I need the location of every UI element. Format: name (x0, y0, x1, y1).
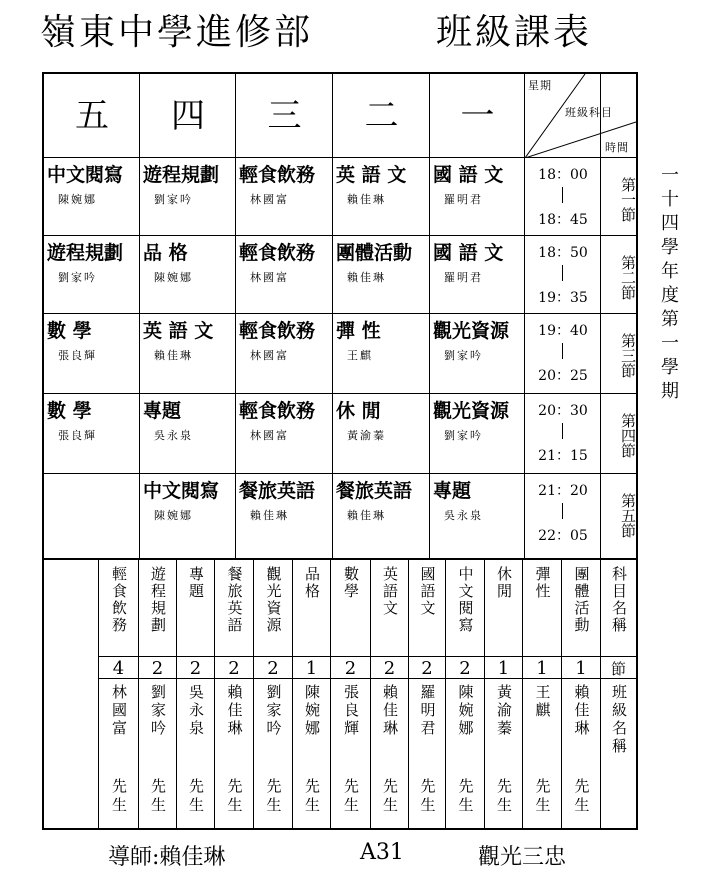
summary-suffix (99, 778, 138, 816)
summary-subject (139, 566, 176, 634)
class-cell (430, 314, 525, 394)
day-header (236, 74, 333, 158)
summary-subject (99, 566, 138, 634)
subject-name: 休 閒 (336, 400, 381, 422)
summary-subject (177, 566, 214, 600)
summary-subject-text: 觀光資源 (264, 566, 283, 634)
end-time: 20：25 (538, 368, 588, 384)
summary-subject (371, 566, 408, 617)
teacher-name: 吳永泉 (444, 509, 483, 522)
subject-name: 數 學 (47, 320, 92, 342)
summary-suffix (371, 778, 408, 816)
summary-count: 2 (421, 658, 433, 679)
teacher-name: 陳婉娜 (58, 193, 97, 206)
summary-count: 1 (575, 658, 587, 679)
summary-subject-text: 團體活動 (572, 566, 591, 634)
start-time: 20：30 (538, 403, 588, 419)
summary-teacher-text: 黃渝蓁 (495, 684, 513, 738)
start-time: 18：50 (538, 245, 588, 261)
teacher-name: 陳婉娜 (154, 509, 193, 522)
schedule-table (42, 72, 638, 560)
summary-subject (485, 566, 522, 600)
summary-teacher (371, 684, 408, 738)
summary-suffix-text: 先生 (572, 778, 591, 816)
class-cell (430, 394, 525, 474)
subject-name: 觀光資源 (433, 400, 510, 422)
period-cell (601, 236, 636, 314)
summary-subject-text: 英語文 (381, 566, 399, 617)
summary-teacher (331, 684, 370, 738)
summary-subject-text: 輕食飲務 (110, 566, 128, 634)
corner-header (525, 74, 636, 158)
summary-suffix (446, 778, 484, 816)
summary-teacher-text: 劉家吟 (149, 684, 167, 738)
subject-name: 輕食飲務 (239, 242, 316, 264)
subject-name: 品 格 (143, 242, 188, 264)
summary-suffix (254, 778, 292, 816)
summary-suffix-text: 先生 (187, 778, 205, 816)
summary-table (42, 560, 638, 830)
class-cell (44, 474, 140, 558)
summary-suffix-text: 先生 (303, 778, 321, 816)
summary-count: 1 (497, 658, 510, 679)
room-label: A31 (360, 840, 404, 865)
summary-suffix-text: 先生 (110, 778, 128, 816)
class-cell (333, 314, 430, 394)
summary-column (139, 560, 176, 828)
subject-name: 輕食飲務 (239, 320, 316, 342)
summary-count: 1 (305, 658, 318, 679)
summary-subject-text: 國語文 (418, 566, 437, 617)
summary-suffix-text: 先生 (225, 778, 244, 816)
class-name-label: 觀光三忠 (478, 845, 567, 870)
teacher-name: 林國富 (250, 271, 289, 284)
summary-column (562, 560, 600, 828)
summary-suffix-text: 先生 (533, 778, 552, 816)
summary-label-column (601, 560, 636, 828)
teacher-name: 劉家吟 (154, 193, 193, 206)
time-cell (525, 474, 601, 558)
period-label: 第三節 (619, 332, 637, 378)
summary-subject (562, 566, 600, 634)
class-cell (333, 474, 430, 558)
summary-count: 2 (228, 658, 240, 679)
period-cell (601, 394, 636, 474)
summary-count: 2 (267, 658, 279, 679)
summary-subject-text: 餐旅英語 (225, 566, 244, 634)
summary-subject (293, 566, 330, 600)
summary-subject (254, 566, 292, 634)
teacher-name: 羅明君 (444, 193, 483, 206)
summary-column (523, 560, 561, 828)
class-cell (140, 158, 236, 236)
summary-count: 2 (383, 658, 396, 679)
summary-column (409, 560, 445, 828)
summary-teacher-text: 賴佳琳 (225, 684, 244, 738)
mentor-label: 導師:賴佳琳 (108, 845, 226, 870)
class-cell (236, 236, 333, 314)
document-title (40, 0, 680, 53)
time-cell (525, 236, 601, 314)
summary-count: 2 (459, 658, 471, 679)
summary-label-teacher-text: 班級名稱 (610, 684, 628, 756)
period-label: 第四節 (619, 412, 637, 458)
teacher-name: 賴佳琳 (154, 349, 193, 362)
teacher-name: 張良輝 (58, 349, 97, 362)
summary-teacher (523, 684, 561, 720)
teacher-name: 劉家吟 (58, 271, 97, 284)
summary-subject (409, 566, 445, 617)
summary-suffix (177, 778, 214, 816)
summary-subject-text: 專題 (187, 566, 205, 600)
subject-name: 專題 (143, 400, 182, 422)
subject-name: 國 語 文 (433, 242, 504, 264)
summary-teacher (446, 684, 484, 738)
summary-subject (215, 566, 253, 634)
subject-name: 輕食飲務 (239, 164, 316, 186)
summary-column (99, 560, 138, 828)
teacher-name: 賴佳琳 (347, 271, 386, 284)
class-cell (44, 236, 140, 314)
summary-subject (523, 566, 561, 600)
summary-column (371, 560, 408, 828)
summary-teacher (409, 684, 445, 738)
summary-column (177, 560, 214, 828)
summary-suffix (485, 778, 522, 816)
class-cell (44, 158, 140, 236)
summary-subject-text: 數學 (342, 566, 360, 600)
class-cell (333, 394, 430, 474)
summary-teacher (562, 684, 600, 738)
time-dash (562, 423, 563, 439)
class-cell (236, 158, 333, 236)
summary-teacher-text: 劉家吟 (264, 684, 283, 738)
teacher-name: 林國富 (250, 349, 289, 362)
start-time: 18：00 (538, 167, 588, 183)
start-time: 21：20 (538, 483, 588, 499)
summary-teacher (99, 684, 138, 738)
class-cell (236, 474, 333, 558)
class-cell (236, 314, 333, 394)
end-time: 18：45 (538, 212, 588, 228)
summary-suffix-text: 先生 (264, 778, 283, 816)
time-cell (525, 314, 601, 394)
time-dash (562, 187, 563, 203)
corner-day-label: 星期 (528, 79, 552, 92)
subject-name: 中文閱寫 (47, 164, 124, 186)
summary-subject-text: 彈性 (533, 566, 552, 600)
time-dash (562, 343, 563, 359)
class-cell (140, 474, 236, 558)
summary-subject (446, 566, 484, 634)
period-cell (601, 314, 636, 394)
summary-count: 2 (189, 658, 202, 679)
summary-suffix-text: 先生 (495, 778, 513, 816)
teacher-name: 賴佳琳 (347, 509, 386, 522)
start-time: 19：40 (538, 323, 588, 339)
summary-count: 2 (344, 658, 357, 679)
teacher-name: 劉家吟 (444, 349, 483, 362)
teacher-name: 劉家吟 (444, 429, 483, 442)
day-label: 五 (75, 96, 109, 136)
subject-name: 餐旅英語 (239, 480, 316, 502)
summary-label-subject (601, 566, 636, 634)
subject-name: 輕食飲務 (239, 400, 316, 422)
summary-teacher (485, 684, 522, 738)
class-cell (430, 474, 525, 558)
subject-name: 團體活動 (336, 242, 413, 264)
teacher-name: 黃渝蓁 (347, 429, 386, 442)
summary-teacher (215, 684, 253, 738)
summary-column (485, 560, 522, 828)
subject-name: 中文閱寫 (143, 480, 220, 502)
summary-suffix-text: 先生 (149, 778, 167, 816)
teacher-name: 林國富 (250, 429, 289, 442)
summary-suffix (409, 778, 445, 816)
summary-suffix-text: 先生 (342, 778, 360, 816)
period-label: 第一節 (619, 176, 637, 222)
summary-suffix-text: 先生 (418, 778, 437, 816)
summary-column (331, 560, 370, 828)
summary-suffix-text: 先生 (456, 778, 475, 816)
class-cell (44, 314, 140, 394)
summary-column (254, 560, 292, 828)
subject-name: 數 學 (47, 400, 92, 422)
summary-suffix-text: 先生 (381, 778, 399, 816)
corner-time-label: 時間 (605, 141, 629, 154)
day-header (140, 74, 236, 158)
day-label: 三 (267, 96, 302, 136)
summary-subject-text: 休閒 (495, 566, 513, 600)
school-name: 嶺東中學進修部 (40, 12, 314, 53)
day-header (430, 74, 525, 158)
time-dash (562, 265, 563, 281)
summary-teacher-text: 賴佳琳 (572, 684, 591, 738)
summary-count: 1 (536, 658, 548, 679)
subject-name: 餐旅英語 (336, 480, 413, 502)
end-time: 22：05 (538, 528, 588, 544)
end-time: 21：15 (538, 448, 588, 464)
summary-suffix (293, 778, 330, 816)
teacher-name: 林國富 (250, 193, 289, 206)
time-dash (562, 503, 563, 519)
summary-label-subject-text: 科目名稱 (610, 566, 628, 634)
summary-teacher (254, 684, 292, 738)
summary-teacher-text: 陳婉娜 (456, 684, 475, 738)
summary-count: 4 (112, 658, 125, 679)
summary-subject (331, 566, 370, 600)
summary-suffix (331, 778, 370, 816)
teacher-name: 王麒 (347, 349, 373, 362)
day-header (44, 74, 140, 158)
summary-suffix (562, 778, 600, 816)
summary-subject-text: 遊程規劃 (149, 566, 167, 634)
document-type: 班級課表 (436, 12, 593, 53)
summary-teacher-text: 王麒 (533, 684, 552, 720)
summary-suffix (139, 778, 176, 816)
class-cell (430, 158, 525, 236)
period-label: 第五節 (619, 492, 637, 538)
class-cell (333, 236, 430, 314)
summary-subject-text: 中文閱寫 (456, 566, 475, 634)
corner-subject-label: 班級科目 (565, 106, 613, 119)
period-cell (601, 474, 636, 558)
period-cell (601, 158, 636, 236)
summary-column (446, 560, 484, 828)
summary-label-count: 節 (610, 660, 626, 678)
teacher-name: 張良輝 (58, 429, 97, 442)
summary-suffix (523, 778, 561, 816)
class-cell (140, 394, 236, 474)
day-label: 一 (460, 96, 495, 136)
teacher-name: 賴佳琳 (250, 509, 289, 522)
day-label: 二 (364, 96, 399, 136)
summary-teacher-text: 陳婉娜 (303, 684, 321, 738)
summary-teacher-text: 林國富 (110, 684, 128, 738)
teacher-name: 賴佳琳 (347, 193, 386, 206)
subject-name: 專題 (433, 480, 472, 502)
subject-name: 遊程規劃 (47, 242, 124, 264)
day-header (333, 74, 430, 158)
subject-name: 國 語 文 (433, 164, 504, 186)
summary-teacher (139, 684, 176, 738)
class-cell (236, 394, 333, 474)
summary-teacher (177, 684, 214, 738)
subject-name: 英 語 文 (143, 320, 214, 342)
time-cell (525, 394, 601, 474)
period-label: 第二節 (619, 254, 637, 300)
subject-name: 彈 性 (336, 320, 381, 342)
summary-count: 2 (151, 658, 164, 679)
summary-teacher-text: 羅明君 (418, 684, 437, 738)
day-label: 四 (171, 96, 205, 136)
summary-teacher-text: 吳永泉 (187, 684, 205, 738)
teacher-name: 羅明君 (444, 271, 483, 284)
summary-subject-text: 品格 (303, 566, 321, 600)
summary-teacher-text: 賴佳琳 (381, 684, 399, 738)
time-cell (525, 158, 601, 236)
class-cell (44, 394, 140, 474)
summary-teacher (293, 684, 330, 738)
summary-column (293, 560, 330, 828)
summary-suffix (215, 778, 253, 816)
summary-label-teacher (601, 684, 636, 756)
subject-name: 遊程規劃 (143, 164, 220, 186)
semester-label: 一十四學年度第一學期 (658, 165, 679, 405)
teacher-name: 陳婉娜 (154, 271, 193, 284)
summary-column (215, 560, 253, 828)
class-cell (140, 314, 236, 394)
end-time: 19：35 (538, 290, 588, 306)
teacher-name: 吳永泉 (154, 429, 193, 442)
class-cell (333, 158, 430, 236)
subject-name: 英 語 文 (336, 164, 407, 186)
subject-name: 觀光資源 (433, 320, 510, 342)
class-cell (140, 236, 236, 314)
class-cell (430, 236, 525, 314)
summary-teacher-text: 張良輝 (342, 684, 360, 738)
